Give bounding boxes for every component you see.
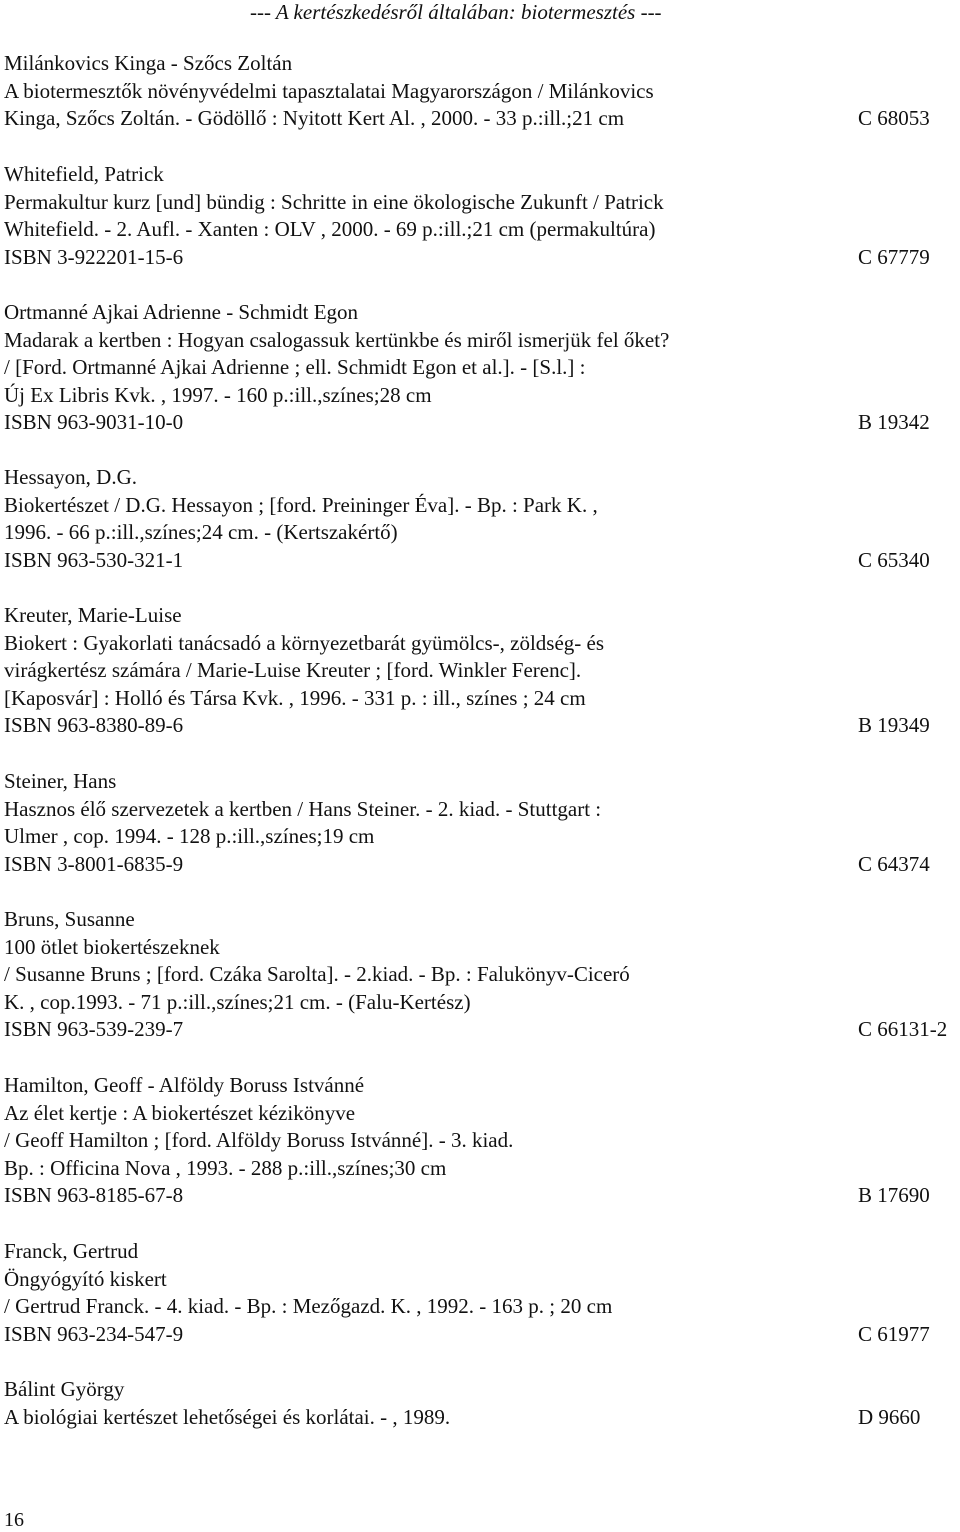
entry-author: Milánkovics Kinga - Szőcs Zoltán bbox=[4, 51, 293, 75]
bibliography-entry bbox=[4, 50, 960, 133]
entry-line: 100 ötlet biokertészeknek bbox=[4, 934, 220, 959]
entry-line: A biológiai kertészet lehetőségei és korlátai. - , 1989. bbox=[4, 1404, 451, 1429]
entry-text-line bbox=[4, 1293, 960, 1321]
call-number: C 64374 bbox=[858, 851, 930, 876]
entry-text-line bbox=[4, 906, 960, 934]
entry-text-line bbox=[4, 768, 960, 796]
entry-text-line bbox=[4, 657, 960, 685]
entry-line: / Geoff Hamilton ; [ford. Alföldy Boruss Istvánné]. - 3. kiad. bbox=[4, 1128, 514, 1153]
entry-text-line bbox=[4, 327, 960, 355]
entry-line: ISBN 3-8001-6835-9 bbox=[4, 851, 184, 876]
entry-text-line bbox=[4, 547, 960, 575]
entry-line: / Gertrud Franck. - 4. kiad. - Bp. : Mezőgazd. K. , 1992. - 163 p. ; 20 cm bbox=[4, 1294, 613, 1319]
call-number: B 17690 bbox=[858, 1183, 930, 1208]
entry-line: virágkertész számára / Marie-Luise Kreuter ; [ford. Winkler Ferenc]. bbox=[4, 658, 582, 683]
entry-text-line bbox=[4, 409, 960, 437]
entry-line: / Susanne Bruns ; [ford. Czáka Sarolta]. - 2.kiad. - Bp. : Falukönyv-Ciceró bbox=[4, 962, 630, 987]
call-number: B 19349 bbox=[858, 713, 930, 738]
entry-text-line bbox=[4, 1321, 960, 1349]
call-number: D 9660 bbox=[858, 1404, 921, 1429]
bibliography-entry bbox=[4, 768, 960, 878]
bibliography-entry bbox=[4, 161, 960, 271]
entry-line: ISBN 3-922201-15-6 bbox=[4, 244, 184, 269]
entry-line: [Kaposvár] : Holló és Társa Kvk. , 1996. - 331 p. : ill., színes ; 24 cm bbox=[4, 685, 586, 710]
entry-line: Permakultur kurz [und] bündig : Schritte in eine ökologische Zukunft / Patrick bbox=[4, 189, 664, 214]
entry-text-line bbox=[4, 492, 960, 520]
entry-line: K. , cop.1993. - 71 p.:ill.,színes;21 cm. - (Falu-Kertész) bbox=[4, 989, 471, 1014]
entry-text-line bbox=[4, 1016, 960, 1044]
call-number: C 68053 bbox=[858, 106, 930, 131]
entry-author: Whitefield, Patrick bbox=[4, 162, 164, 186]
entry-line: ISBN 963-8380-89-6 bbox=[4, 713, 184, 738]
bibliography-entry bbox=[4, 1238, 960, 1348]
entry-text-line bbox=[4, 161, 960, 189]
call-number: B 19342 bbox=[858, 410, 930, 435]
entry-text-line bbox=[4, 464, 960, 492]
entry-line: ISBN 963-8185-67-8 bbox=[4, 1183, 184, 1208]
entry-text-line bbox=[4, 299, 960, 327]
bibliography-entry bbox=[4, 602, 960, 740]
entry-text-line bbox=[4, 105, 960, 133]
entry-text-line bbox=[4, 1404, 960, 1432]
entry-line: Hasznos élő szervezetek a kertben / Hans Steiner. - 2. kiad. - Stuttgart : bbox=[4, 796, 602, 821]
entry-text-line bbox=[4, 1072, 960, 1100]
entry-line: Ulmer , cop. 1994. - 128 p.:ill.,színes;19 cm bbox=[4, 824, 375, 849]
entry-line: Biokertészet / D.G. Hessayon ; [ford. Preininger Éva]. - Bp. : Park K. , bbox=[4, 492, 598, 517]
entry-text-line bbox=[4, 685, 960, 713]
call-number: C 65340 bbox=[858, 547, 930, 572]
page-number: 16 bbox=[4, 1509, 24, 1531]
entry-line: Kinga, Szőcs Zoltán. - Gödöllő : Nyitott Kert Al. , 2000. - 33 p.:ill.;21 cm bbox=[4, 106, 625, 131]
entry-text-line bbox=[4, 1266, 960, 1294]
entry-text-line bbox=[4, 244, 960, 272]
entry-text-line bbox=[4, 712, 960, 740]
entry-text-line bbox=[4, 1100, 960, 1128]
entry-text-line bbox=[4, 519, 960, 547]
entry-text-line bbox=[4, 823, 960, 851]
entry-line: Biokert : Gyakorlati tanácsadó a környezetbarát gyümölcs-, zöldség- és bbox=[4, 630, 605, 655]
entry-author: Kreuter, Marie-Luise bbox=[4, 603, 182, 627]
entry-line: ISBN 963-234-547-9 bbox=[4, 1321, 184, 1346]
entry-line: ISBN 963-530-321-1 bbox=[4, 547, 184, 572]
entry-author: Steiner, Hans bbox=[4, 769, 117, 793]
entry-text-line bbox=[4, 1238, 960, 1266]
entry-line: Madarak a kertben : Hogyan csalogassuk kertünkbe és miről ismerjük fel őket? bbox=[4, 327, 670, 352]
entry-text-line bbox=[4, 189, 960, 217]
entry-text-line bbox=[4, 1376, 960, 1404]
entry-text-line bbox=[4, 630, 960, 658]
entry-author: Bruns, Susanne bbox=[4, 907, 135, 931]
entry-author: Hessayon, D.G. bbox=[4, 465, 137, 489]
entry-text-line bbox=[4, 382, 960, 410]
bibliography-entry bbox=[4, 1072, 960, 1210]
entry-text-line bbox=[4, 1155, 960, 1183]
running-header: --- A kertészkedésről általában: biotermesztés --- bbox=[250, 0, 662, 24]
entry-text-line bbox=[4, 796, 960, 824]
entry-line: ISBN 963-539-239-7 bbox=[4, 1017, 184, 1042]
entry-text-line bbox=[4, 851, 960, 879]
entry-line: 1996. - 66 p.:ill.,színes;24 cm. - (Kertszakértő) bbox=[4, 520, 398, 545]
entry-author: Ortmanné Ajkai Adrienne - Schmidt Egon bbox=[4, 300, 359, 324]
entry-line: Új Ex Libris Kvk. , 1997. - 160 p.:ill.,színes;28 cm bbox=[4, 382, 432, 407]
entry-line: Whitefield. - 2. Aufl. - Xanten : OLV , 2000. - 69 p.:ill.;21 cm (permakultúra) bbox=[4, 217, 656, 242]
call-number: C 66131-2 bbox=[858, 1017, 948, 1042]
entry-line: / [Ford. Ortmanné Ajkai Adrienne ; ell. Schmidt Egon et al.]. - [S.l.] : bbox=[4, 355, 586, 380]
entry-author: Bálint György bbox=[4, 1377, 125, 1401]
bibliography-entry bbox=[4, 906, 960, 1044]
entry-text-line bbox=[4, 1182, 960, 1210]
entry-text-line bbox=[4, 934, 960, 962]
bibliography-entry bbox=[4, 1376, 960, 1431]
entry-text-line bbox=[4, 78, 960, 106]
entry-text-line bbox=[4, 50, 960, 78]
entry-line: A biotermesztők növényvédelmi tapasztalatai Magyarországon / Milánkovics bbox=[4, 78, 654, 103]
entry-text-line bbox=[4, 216, 960, 244]
entry-text-line bbox=[4, 961, 960, 989]
entry-line: Öngyógyító kiskert bbox=[4, 1266, 167, 1291]
entry-text-line bbox=[4, 989, 960, 1017]
entry-author: Franck, Gertrud bbox=[4, 1239, 139, 1263]
entry-text-line bbox=[4, 354, 960, 382]
call-number: C 61977 bbox=[858, 1321, 930, 1346]
entry-line: Bp. : Officina Nova , 1993. - 288 p.:ill.,színes;30 cm bbox=[4, 1155, 447, 1180]
bibliography-entry bbox=[4, 299, 960, 437]
entry-text-line bbox=[4, 602, 960, 630]
entry-line: Az élet kertje : A biokertészet kézikönyve bbox=[4, 1100, 356, 1125]
entry-text-line bbox=[4, 1127, 960, 1155]
entry-author: Hamilton, Geoff - Alföldy Boruss Istvánné bbox=[4, 1073, 365, 1097]
bibliography-entry bbox=[4, 464, 960, 574]
entry-line: ISBN 963-9031-10-0 bbox=[4, 410, 184, 435]
call-number: C 67779 bbox=[858, 244, 930, 269]
